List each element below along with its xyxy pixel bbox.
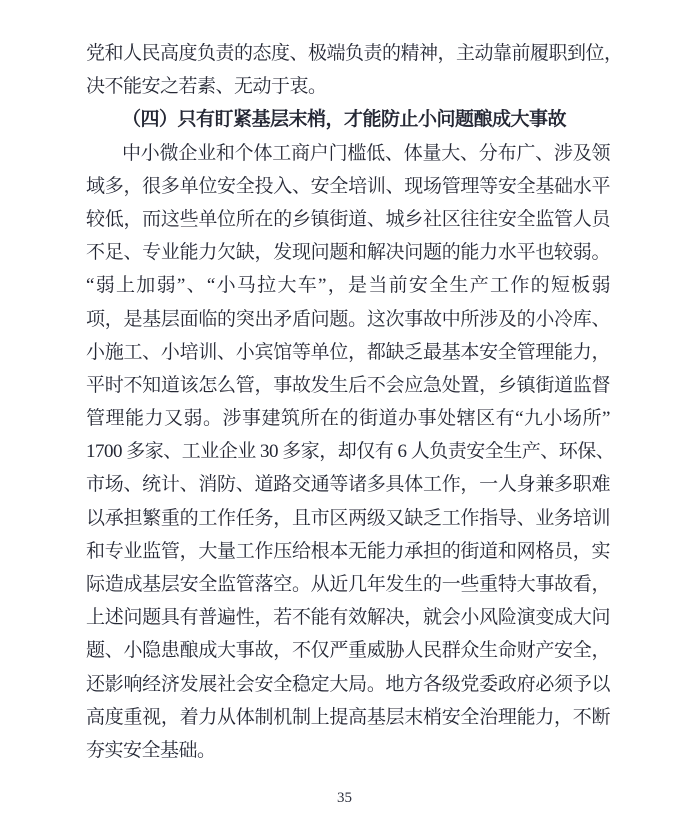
text-line: 较低，而这些单位所在的乡镇街道、城乡社区往往安全监管人员	[86, 208, 610, 230]
text-line: 党和人民高度负责的态度、极端负责的精神，主动靠前履职到位，	[86, 43, 623, 64]
text-line: 际造成基层安全监管落空。从近几年发生的一些重特大事故看，	[86, 574, 610, 595]
text-line: 决不能安之若素、无动于衷。	[86, 76, 327, 98]
text-block	[86, 37, 623, 767]
page-number: 35	[337, 790, 352, 806]
text-line: 高度重视，着力从体制机制上提高基层末梢安全治理能力，不断	[86, 706, 610, 728]
text-line: 管理能力又弱。涉事建筑所在的街道办事处辖区有“九小场所”	[86, 408, 610, 430]
text-line: 域多，很多单位安全投入、安全培训、现场管理等安全基础水平	[86, 175, 610, 197]
text-line: 1700 多家、工业企业 30 多家，却仅有 6 人负责安全生产、环保、	[86, 441, 615, 463]
text-line: 市场、统计、消防、道路交通等诸多具体工作，一人身兼多职难	[86, 474, 610, 496]
text-line: 以承担繁重的工作任务，且市区两级又缺乏工作指导、业务培训	[86, 507, 610, 529]
text-line: 还影响经济发展社会安全稳定大局。地方各级党委政府必须予以	[86, 673, 610, 695]
text-line: 题、小隐患酿成大事故，不仅严重威胁人民群众生命财产安全，	[86, 640, 610, 662]
text-line: 项，是基层面临的突出矛盾问题。这次事故中所涉及的小冷库、	[86, 308, 610, 330]
text-line: 小施工、小培训、小宾馆等单位，都缺乏最基本安全管理能力，	[86, 341, 610, 363]
section-heading: （四）只有盯紧基层末梢，才能防止小问题酿成大事故	[122, 109, 567, 131]
page-footer	[0, 790, 689, 807]
text-line: 中小微企业和个体工商户门槛低、体量大、分布广、涉及领	[122, 142, 610, 164]
text-line: 上述问题具有普遍性，若不能有效解决，就会小风险演变成大问	[86, 607, 610, 629]
text-line: “弱上加弱”、“小马拉大车”，是当前安全生产工作的短板弱	[86, 275, 610, 297]
text-line: 平时不知道该怎么管，事故发生后不会应急处置，乡镇街道监督	[86, 374, 610, 396]
text-line: 和专业监管，大量工作压给根本无能力承担的街道和网格员，实	[86, 540, 610, 562]
text-line: 不足、专业能力欠缺，发现问题和解决问题的能力水平也较弱。	[86, 242, 610, 264]
text-line: 夯实安全基础。	[86, 739, 216, 761]
